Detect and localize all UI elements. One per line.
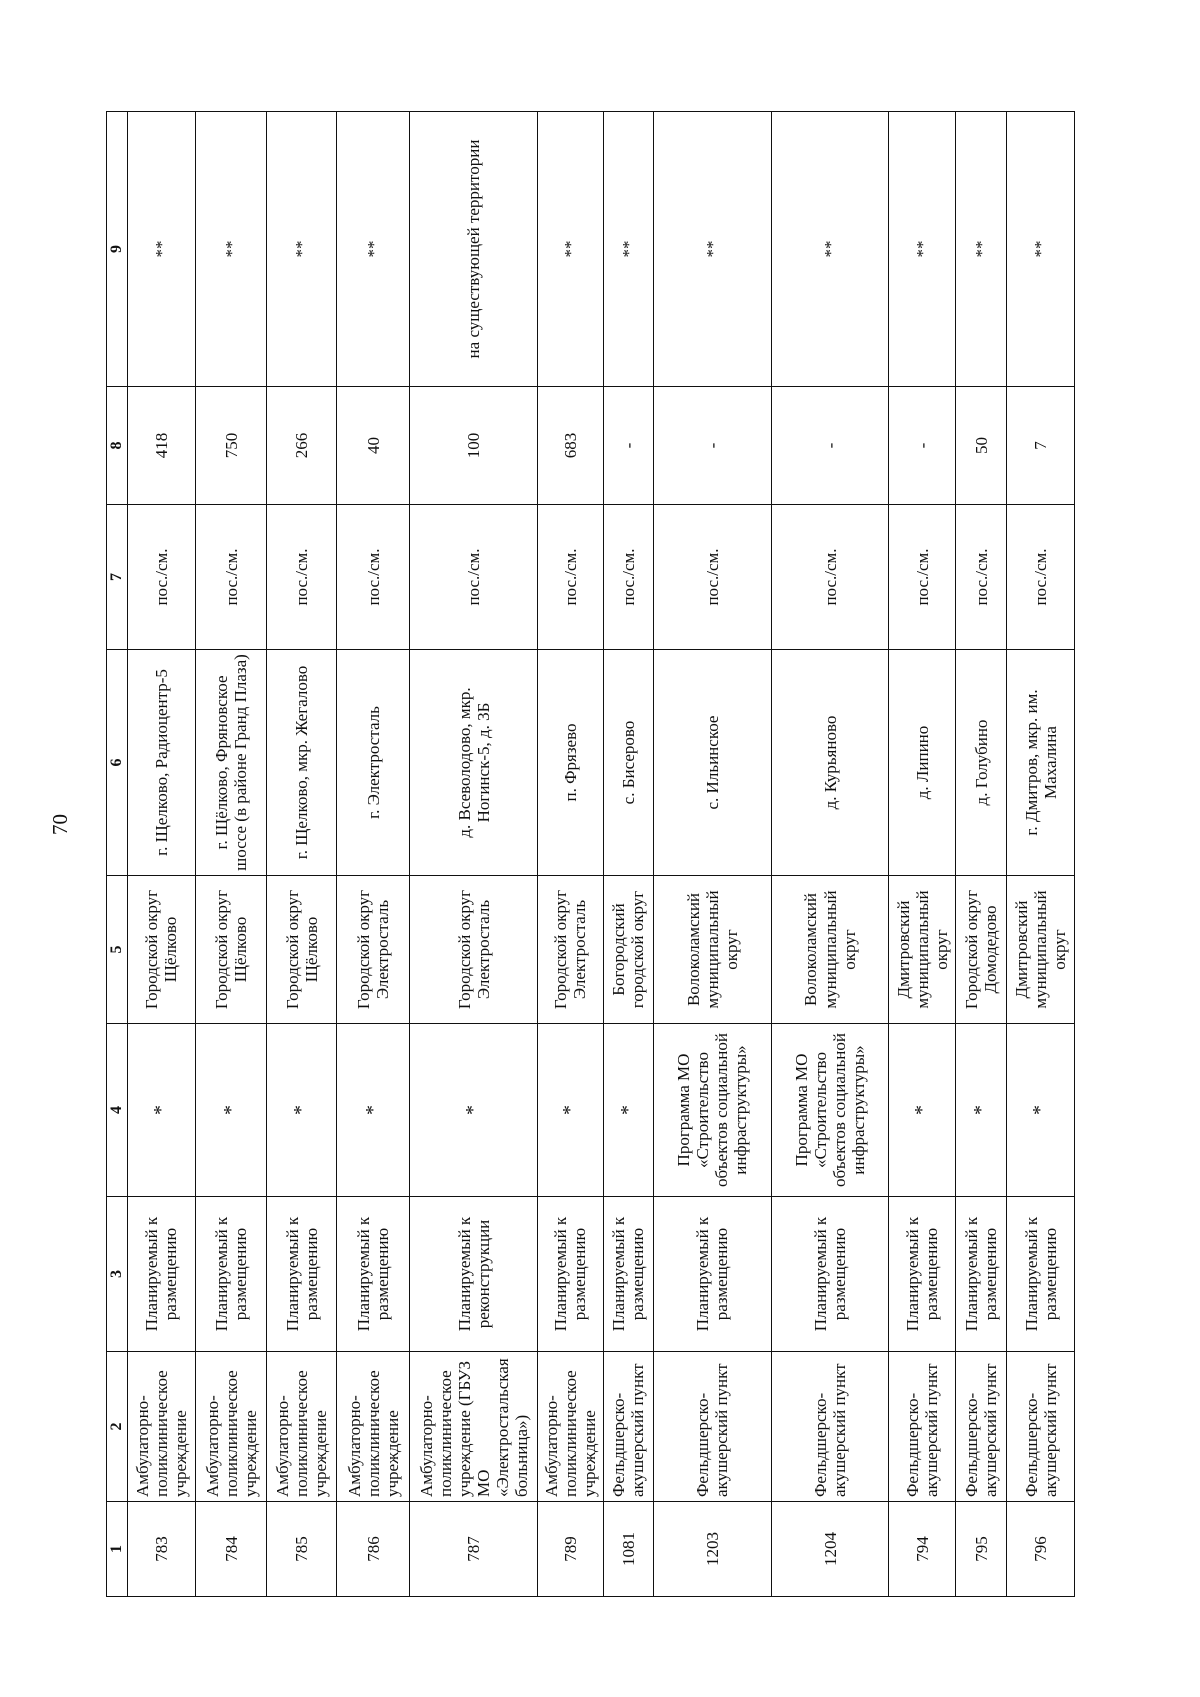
cell-capacity: 7: [1007, 387, 1075, 505]
cell-unit: пос./см.: [337, 505, 410, 650]
table-row: [267, 112, 337, 1597]
cell-status: Планируемый к размещению: [771, 1197, 889, 1352]
cell-program: *: [538, 1024, 604, 1197]
cell-district: Дмитровский муниципальный округ: [1007, 876, 1075, 1024]
cell-status: Планируемый к размещению: [603, 1197, 653, 1352]
table-row: [127, 112, 196, 1597]
cell-facility-type: Фельдшерско-акушерский пункт: [1007, 1352, 1075, 1502]
cell-facility-type: Амбулаторно-поликлиническое учреждение: [538, 1352, 604, 1502]
cell-id: 795: [956, 1502, 1007, 1597]
cell-id: 796: [1007, 1502, 1075, 1597]
cell-capacity: -: [889, 387, 956, 505]
table-row: [196, 112, 267, 1597]
cell-program: *: [603, 1024, 653, 1197]
cell-status: Планируемый к размещению: [1007, 1197, 1075, 1352]
cell-location: д. Курьяново: [771, 650, 889, 876]
cell-location: с. Бисерово: [603, 650, 653, 876]
cell-id: 794: [889, 1502, 956, 1597]
cell-facility-type: Фельдшерско-акушерский пункт: [889, 1352, 956, 1502]
cell-status: Планируемый к размещению: [337, 1197, 410, 1352]
cell-capacity: 266: [267, 387, 337, 505]
cell-district: Городской округ Электросталь: [337, 876, 410, 1024]
cell-note: **: [771, 112, 889, 387]
cell-location: д. Липино: [889, 650, 956, 876]
cell-district: Городской округ Щёлково: [267, 876, 337, 1024]
cell-location: п. Фрязево: [538, 650, 604, 876]
cell-note: **: [337, 112, 410, 387]
cell-capacity: -: [603, 387, 653, 505]
cell-note: **: [196, 112, 267, 387]
cell-unit: пос./см.: [771, 505, 889, 650]
cell-unit: пос./см.: [196, 505, 267, 650]
cell-capacity: -: [653, 387, 771, 505]
table-row: [603, 112, 653, 1597]
cell-facility-type: Амбулаторно-поликлиническое учреждение (ГБУЗ МО «Электростальская больница»): [410, 1352, 538, 1502]
cell-unit: пос./см.: [603, 505, 653, 650]
cell-program: *: [267, 1024, 337, 1197]
cell-note: **: [267, 112, 337, 387]
cell-location: г. Электросталь: [337, 650, 410, 876]
cell-program: *: [889, 1024, 956, 1197]
cell-note: **: [538, 112, 604, 387]
cell-district: Волоколамский муниципальный округ: [653, 876, 771, 1024]
table-row: [771, 112, 889, 1597]
table-row: [337, 112, 410, 1597]
page-number: 70: [48, 814, 72, 835]
cell-program: Программа МО «Строительство объектов социальной инфраструктуры»: [771, 1024, 889, 1197]
cell-id: 785: [267, 1502, 337, 1597]
table-row: [538, 112, 604, 1597]
cell-note: **: [603, 112, 653, 387]
cell-note: **: [653, 112, 771, 387]
cell-note: **: [889, 112, 956, 387]
cell-location: д. Голубино: [956, 650, 1007, 876]
cell-unit: пос./см.: [410, 505, 538, 650]
cell-note: на существующей территории: [410, 112, 538, 387]
cell-id: 1203: [653, 1502, 771, 1597]
cell-capacity: -: [771, 387, 889, 505]
cell-district: Городской округ Щёлково: [127, 876, 196, 1024]
cell-district: Городской округ Щёлково: [196, 876, 267, 1024]
cell-status: Планируемый к размещению: [267, 1197, 337, 1352]
cell-facility-type: Фельдшерско-акушерский пункт: [653, 1352, 771, 1502]
cell-district: Городской округ Домодедово: [956, 876, 1007, 1024]
cell-facility-type: Фельдшерско-акушерский пункт: [603, 1352, 653, 1502]
cell-facility-type: Амбулаторно-поликлиническое учреждение: [127, 1352, 196, 1502]
cell-unit: пос./см.: [127, 505, 196, 650]
column-number: 8: [107, 387, 128, 505]
cell-status: Планируемый к размещению: [538, 1197, 604, 1352]
cell-id: 789: [538, 1502, 604, 1597]
cell-status: Планируемый к реконструкции: [410, 1197, 538, 1352]
cell-status: Планируемый к размещению: [196, 1197, 267, 1352]
column-number: 9: [107, 112, 128, 387]
cell-capacity: 50: [956, 387, 1007, 505]
cell-location: г. Щёлково, Фряновское шоссе (в районе Гранд Плаза): [196, 650, 267, 876]
cell-unit: пос./см.: [956, 505, 1007, 650]
cell-note: **: [127, 112, 196, 387]
cell-location: г. Дмитров, мкр. им. Махалина: [1007, 650, 1075, 876]
cell-status: Планируемый к размещению: [956, 1197, 1007, 1352]
cell-unit: пос./см.: [1007, 505, 1075, 650]
facilities-table: [106, 111, 1075, 1597]
column-number: 5: [107, 876, 128, 1024]
cell-unit: пос./см.: [267, 505, 337, 650]
table-row: [1007, 112, 1075, 1597]
cell-facility-type: Фельдшерско-акушерский пункт: [771, 1352, 889, 1502]
cell-capacity: 750: [196, 387, 267, 505]
column-number: 1: [107, 1502, 128, 1597]
cell-unit: пос./см.: [889, 505, 956, 650]
cell-capacity: 100: [410, 387, 538, 505]
cell-program: *: [337, 1024, 410, 1197]
cell-location: г. Щелково, Радиоцентр-5: [127, 650, 196, 876]
column-number: 3: [107, 1197, 128, 1352]
cell-id: 787: [410, 1502, 538, 1597]
cell-district: Богородский городской округ: [603, 876, 653, 1024]
cell-facility-type: Амбулаторно-поликлиническое учреждение: [196, 1352, 267, 1502]
table-row: [653, 112, 771, 1597]
column-number: 4: [107, 1024, 128, 1197]
cell-capacity: 683: [538, 387, 604, 505]
cell-capacity: 40: [337, 387, 410, 505]
cell-capacity: 418: [127, 387, 196, 505]
cell-id: 1081: [603, 1502, 653, 1597]
cell-location: г. Щелково, мкр. Жегалово: [267, 650, 337, 876]
table-row: [889, 112, 956, 1597]
cell-program: *: [410, 1024, 538, 1197]
column-number: 7: [107, 505, 128, 650]
cell-id: 783: [127, 1502, 196, 1597]
cell-facility-type: Фельдшерско-акушерский пункт: [956, 1352, 1007, 1502]
cell-id: 786: [337, 1502, 410, 1597]
cell-unit: пос./см.: [653, 505, 771, 650]
cell-facility-type: Амбулаторно-поликлиническое учреждение: [337, 1352, 410, 1502]
cell-program: Программа МО «Строительство объектов социальной инфраструктуры»: [653, 1024, 771, 1197]
cell-program: *: [127, 1024, 196, 1197]
cell-district: Волоколамский муниципальный округ: [771, 876, 889, 1024]
table-row: [410, 112, 538, 1597]
cell-facility-type: Амбулаторно-поликлиническое учреждение: [267, 1352, 337, 1502]
cell-status: Планируемый к размещению: [889, 1197, 956, 1352]
cell-note: **: [956, 112, 1007, 387]
cell-district: Городской округ Электросталь: [538, 876, 604, 1024]
cell-location: д. Всеволодово, мкр. Ногинск-5, д. 3Б: [410, 650, 538, 876]
cell-district: Городской округ Электросталь: [410, 876, 538, 1024]
table-row: [956, 112, 1007, 1597]
column-number: 6: [107, 650, 128, 876]
cell-district: Дмитровский муниципальный округ: [889, 876, 956, 1024]
column-number: 2: [107, 1352, 128, 1502]
cell-note: **: [1007, 112, 1075, 387]
cell-status: Планируемый к размещению: [127, 1197, 196, 1352]
cell-status: Планируемый к размещению: [653, 1197, 771, 1352]
cell-id: 1204: [771, 1502, 889, 1597]
cell-program: *: [196, 1024, 267, 1197]
cell-id: 784: [196, 1502, 267, 1597]
cell-program: *: [1007, 1024, 1075, 1197]
cell-location: с. Ильинское: [653, 650, 771, 876]
column-number-row: [107, 112, 128, 1597]
cell-program: *: [956, 1024, 1007, 1197]
cell-unit: пос./см.: [538, 505, 604, 650]
